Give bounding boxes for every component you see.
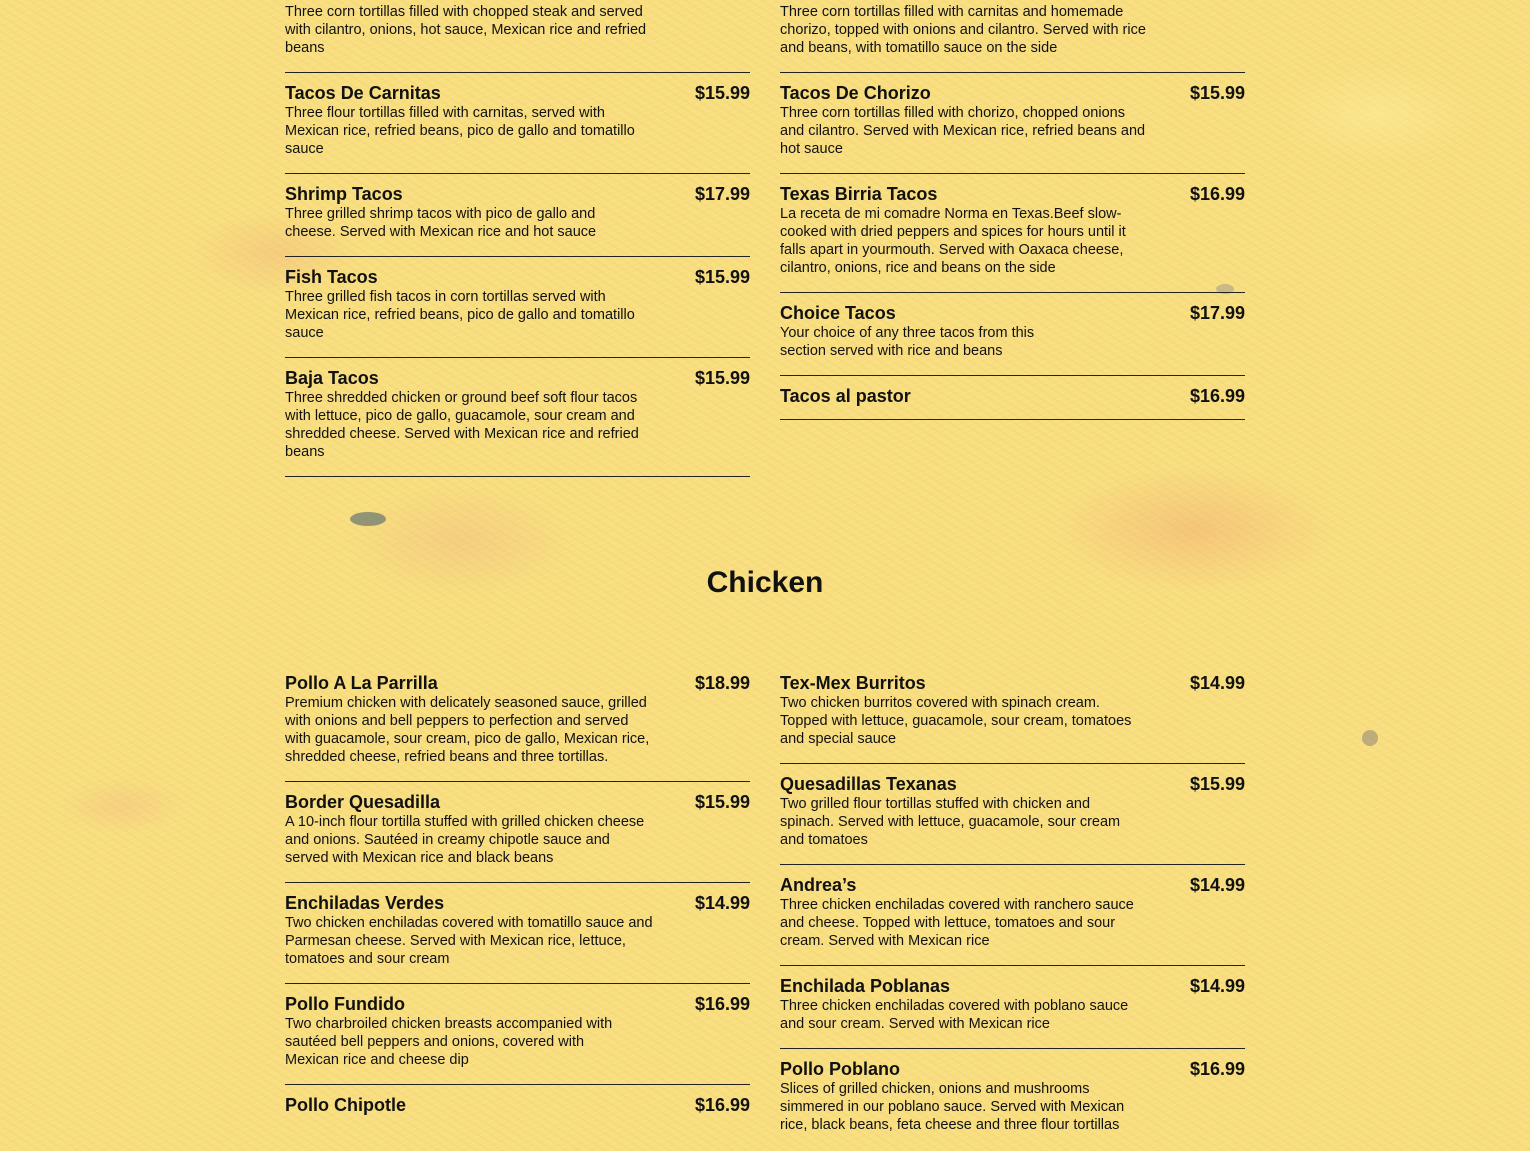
item-name: Enchiladas Verdes bbox=[285, 893, 445, 913]
item-name: Border Quesadilla bbox=[285, 792, 441, 812]
item-price: $16.99 bbox=[1189, 1059, 1245, 1079]
item-price: $16.99 bbox=[1189, 386, 1245, 406]
menu-item bbox=[780, 1049, 1245, 1149]
menu-item bbox=[780, 966, 1245, 1049]
item-price: $15.99 bbox=[694, 83, 750, 103]
item-description: Premium chicken with delicately seasoned sauce, grilled with onions and bell peppers to perfection and served with guacamole, sour cream, pico de gallo, Mexican rice, shredded cheese, refried beans and three tortillas. bbox=[285, 695, 650, 765]
menu-item bbox=[285, 358, 750, 477]
menu-item bbox=[780, 0, 1245, 73]
item-name: Shrimp Tacos bbox=[285, 184, 403, 204]
menu-item bbox=[780, 663, 1245, 764]
item-name: Baja Tacos bbox=[285, 368, 379, 388]
item-description: La receta de mi comadre Norma en Texas.Beef slow-cooked with dried peppers and spices for hours until it falls apart in yourmouth. Served with Oaxaca cheese, cilantro, onions, rice and beans on the side bbox=[780, 206, 1126, 276]
menu-item bbox=[780, 73, 1245, 174]
item-name: Pollo Poblano bbox=[780, 1059, 900, 1079]
chicken-section bbox=[285, 663, 1245, 1149]
menu-item bbox=[285, 0, 750, 73]
tacos-right-column bbox=[780, 0, 1245, 477]
menu-item bbox=[780, 174, 1245, 293]
item-price: $14.99 bbox=[1189, 875, 1245, 895]
item-price: $15.99 bbox=[694, 267, 750, 287]
item-description: Three chicken enchiladas covered with poblano sauce and sour cream. Served with Mexican rice bbox=[780, 998, 1129, 1032]
item-price: $16.99 bbox=[1189, 184, 1245, 204]
item-description: Three shredded chicken or ground beef soft flour tacos with lettuce, pico de gallo, guacamole, sour cream and shredded cheese. Served with Mexican rice and refried beans bbox=[285, 390, 639, 460]
item-name: Fish Tacos bbox=[285, 267, 378, 287]
item-name: Texas Birria Tacos bbox=[780, 184, 938, 204]
menu-item bbox=[285, 782, 750, 883]
menu-item bbox=[285, 663, 750, 782]
item-description: Two chicken enchiladas covered with tomatillo sauce and Parmesan cheese. Served with Mexican rice, lettuce, tomatoes and sour cream bbox=[285, 915, 653, 967]
tacos-section bbox=[285, 0, 1245, 477]
item-description: Two chicken burritos covered with spinach cream. Topped with lettuce, guacamole, sour cream, tomatoes and special sauce bbox=[780, 695, 1132, 747]
menu-item bbox=[285, 984, 750, 1085]
item-name: Quesadillas Texanas bbox=[780, 774, 957, 794]
item-description: Two charbroiled chicken breasts accompanied with sautéed bell peppers and onions, covered with Mexican rice and cheese dip bbox=[285, 1016, 613, 1068]
menu-item bbox=[285, 174, 750, 257]
item-price: $18.99 bbox=[694, 673, 750, 693]
menu-item bbox=[285, 883, 750, 984]
tacos-columns bbox=[285, 0, 1245, 477]
item-description: A 10-inch flour tortilla stuffed with grilled chicken cheese and onions. Sautéed in creamy chipotle sauce and served with Mexican rice and black beans bbox=[285, 814, 645, 866]
item-name: Pollo Fundido bbox=[285, 994, 405, 1014]
item-price: $14.99 bbox=[1189, 673, 1245, 693]
item-price: $14.99 bbox=[1189, 976, 1245, 996]
menu-item bbox=[780, 865, 1245, 966]
menu-item bbox=[780, 293, 1245, 376]
menu-item bbox=[780, 764, 1245, 865]
tacos-left-column bbox=[285, 0, 750, 477]
menu-item bbox=[780, 376, 1245, 420]
section-title: Chicken bbox=[706, 566, 824, 599]
item-description: Three flour tortillas filled with carnitas, served with Mexican rice, refried beans, pico de gallo and tomatillo sauce bbox=[285, 105, 635, 157]
chicken-left-column bbox=[285, 663, 750, 1149]
menu-item bbox=[285, 257, 750, 358]
item-price: $16.99 bbox=[694, 994, 750, 1014]
item-name: Tacos De Carnitas bbox=[285, 83, 441, 103]
item-name: Tacos De Chorizo bbox=[780, 83, 931, 103]
menu-item bbox=[285, 73, 750, 174]
item-description: Your choice of any three tacos from this section served with rice and beans bbox=[780, 325, 1035, 359]
item-description: Three grilled fish tacos in corn tortillas served with Mexican rice, refried beans, pico de gallo and tomatillo sauce bbox=[285, 289, 635, 341]
menu-item bbox=[285, 1085, 750, 1131]
item-price: $15.99 bbox=[1189, 774, 1245, 794]
item-name: Tacos al pastor bbox=[780, 386, 911, 406]
item-price: $15.99 bbox=[694, 368, 750, 388]
item-description: Three grilled shrimp tacos with pico de gallo and cheese. Served with Mexican rice and hot sauce bbox=[285, 206, 597, 240]
item-description: Slices of grilled chicken, onions and mushrooms simmered in our poblano sauce. Served with Mexican rice, black beans, feta cheese and three flour tortillas bbox=[780, 1081, 1125, 1133]
item-description: Two grilled flour tortillas stuffed with chicken and spinach. Served with lettuce, guacamole, sour cream and tomatoes bbox=[780, 796, 1121, 848]
item-description: Three corn tortillas filled with chopped steak and served with cilantro, onions, hot sauce, Mexican rice and refried beans bbox=[285, 4, 647, 56]
item-price: $17.99 bbox=[694, 184, 750, 204]
item-price: $15.99 bbox=[694, 792, 750, 812]
item-name: Pollo Chipotle bbox=[285, 1095, 406, 1115]
item-name: Pollo A La Parrilla bbox=[285, 673, 438, 693]
item-price: $14.99 bbox=[694, 893, 750, 913]
item-price: $16.99 bbox=[694, 1095, 750, 1115]
wall-stain bbox=[350, 512, 386, 526]
item-name: Tex-Mex Burritos bbox=[780, 673, 926, 693]
item-name: Choice Tacos bbox=[780, 303, 896, 323]
chicken-columns bbox=[285, 663, 1245, 1149]
wall-stain bbox=[1362, 730, 1378, 746]
item-name: Andrea’s bbox=[780, 875, 857, 895]
chicken-right-column bbox=[780, 663, 1245, 1149]
item-description: Three corn tortillas filled with carnitas and homemade chorizo, topped with onions and cilantro. Served with rice and beans, with tomatillo sauce on the side bbox=[780, 4, 1146, 56]
item-price: $17.99 bbox=[1189, 303, 1245, 323]
item-price: $15.99 bbox=[1189, 83, 1245, 103]
item-description: Three corn tortillas filled with chorizo, chopped onions and cilantro. Served with Mexican rice, refried beans and hot sauce bbox=[780, 105, 1146, 157]
item-description: Three chicken enchiladas covered with ranchero sauce and cheese. Topped with lettuce, tomatoes and sour cream. Served with Mexican rice bbox=[780, 897, 1134, 949]
item-name: Enchilada Poblanas bbox=[780, 976, 951, 996]
